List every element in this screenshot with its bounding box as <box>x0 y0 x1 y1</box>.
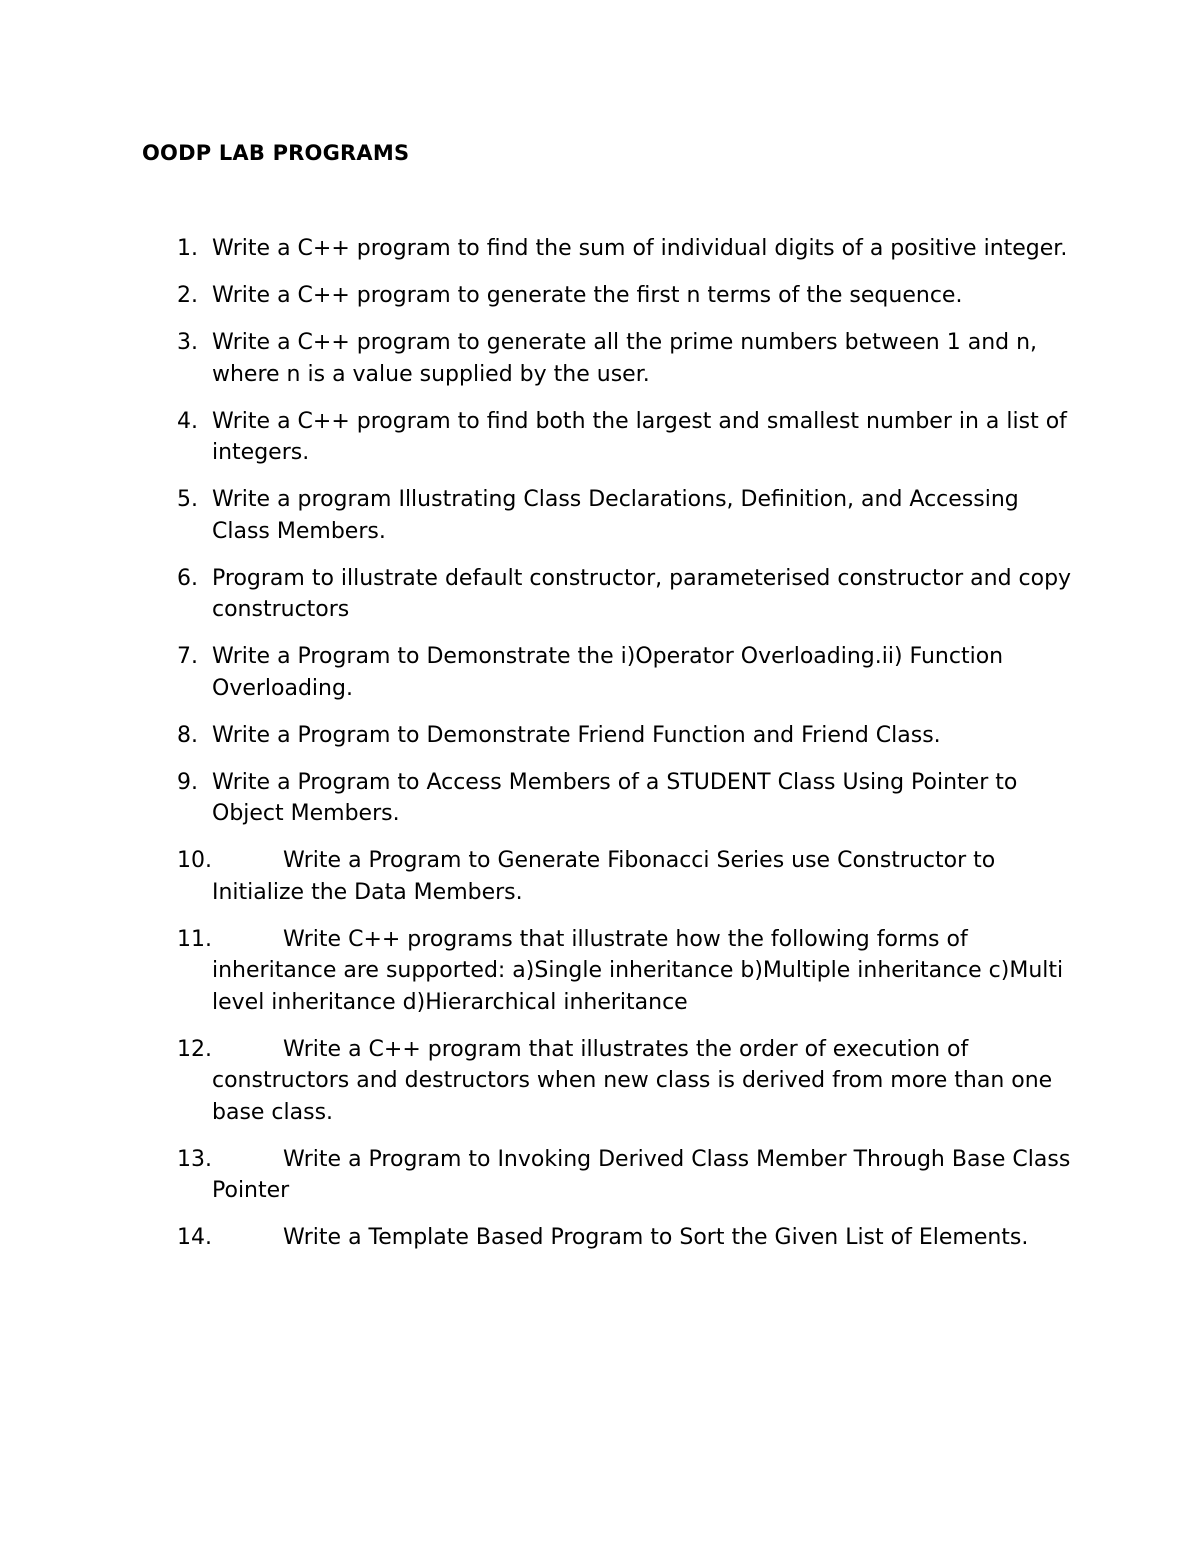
list-item <box>0 1034 1072 1129</box>
item-number: 6. <box>177 565 198 591</box>
item-number: 8. <box>177 722 198 748</box>
item-text: Write a Program to Invoking Derived Class Member Through Base Class Pointer <box>212 1146 1071 1203</box>
item-number: 14. <box>177 1225 212 1250</box>
item-text: Write a C++ program to find the sum of individual digits of a positive integer. <box>212 236 1068 261</box>
list-item <box>0 233 1072 265</box>
item-text: Write a C++ program that illustrates the order of execution of constructors and destructors when new class is derived from more than one base class. <box>212 1036 1053 1125</box>
item-number: 9. <box>177 769 198 795</box>
list-item <box>0 924 1072 1019</box>
item-number: 1. <box>177 236 198 261</box>
item-text: Write a program Illustrating Class Declarations, Definition, and Accessing Class Members. <box>212 487 1019 544</box>
item-text: Write a Program to Demonstrate the i)Operator Overloading.ii) Function Overloading. <box>212 644 1004 701</box>
list-item <box>0 1222 1072 1254</box>
list-item <box>0 484 1072 547</box>
item-number: 12. <box>177 1036 212 1062</box>
item-number: 5. <box>177 487 198 512</box>
list-item <box>0 767 1072 830</box>
item-text: Write a C++ program to find both the largest and smallest number in a list of integers. <box>212 408 1067 465</box>
item-number: 11. <box>177 926 212 952</box>
item-number: 10. <box>177 848 212 873</box>
list-item <box>0 280 1072 312</box>
item-text: Write a Program to Demonstrate Friend Function and Friend Class. <box>212 722 941 748</box>
list-item <box>0 641 1072 704</box>
list-item <box>0 563 1072 626</box>
item-number: 4. <box>177 408 198 434</box>
page-title: OODP LAB PROGRAMS <box>142 141 410 165</box>
list-item <box>0 1144 1072 1207</box>
item-text: Write a C++ program to generate all the prime numbers between 1 and n, where n is a value supplied by the user. <box>212 330 1038 387</box>
list-item <box>0 720 1072 752</box>
item-text: Write a Template Based Program to Sort the Given List of Elements. <box>283 1225 1029 1250</box>
item-number: 2. <box>177 283 198 308</box>
item-text: Write a C++ program to generate the first n terms of the sequence. <box>212 283 963 308</box>
program-list <box>0 233 1200 1269</box>
list-item <box>0 406 1072 469</box>
item-number: 13. <box>177 1146 212 1172</box>
item-text: Write a Program to Access Members of a STUDENT Class Using Pointer to Object Members. <box>212 769 1018 826</box>
list-item <box>0 327 1072 390</box>
item-text: Program to illustrate default constructor, parameterised constructor and copy constructors <box>212 565 1072 622</box>
item-text: Write a Program to Generate Fibonacci Series use Constructor to Initialize the Data Members. <box>212 848 996 905</box>
list-item <box>0 845 1072 908</box>
item-text: Write C++ programs that illustrate how the following forms of inheritance are supported: a)Single inheritance b)Multiple inheritance c)Multi level inheritance d)Hierarchical inheritance <box>212 926 1064 1015</box>
item-number: 7. <box>177 644 198 669</box>
item-number: 3. <box>177 330 198 355</box>
